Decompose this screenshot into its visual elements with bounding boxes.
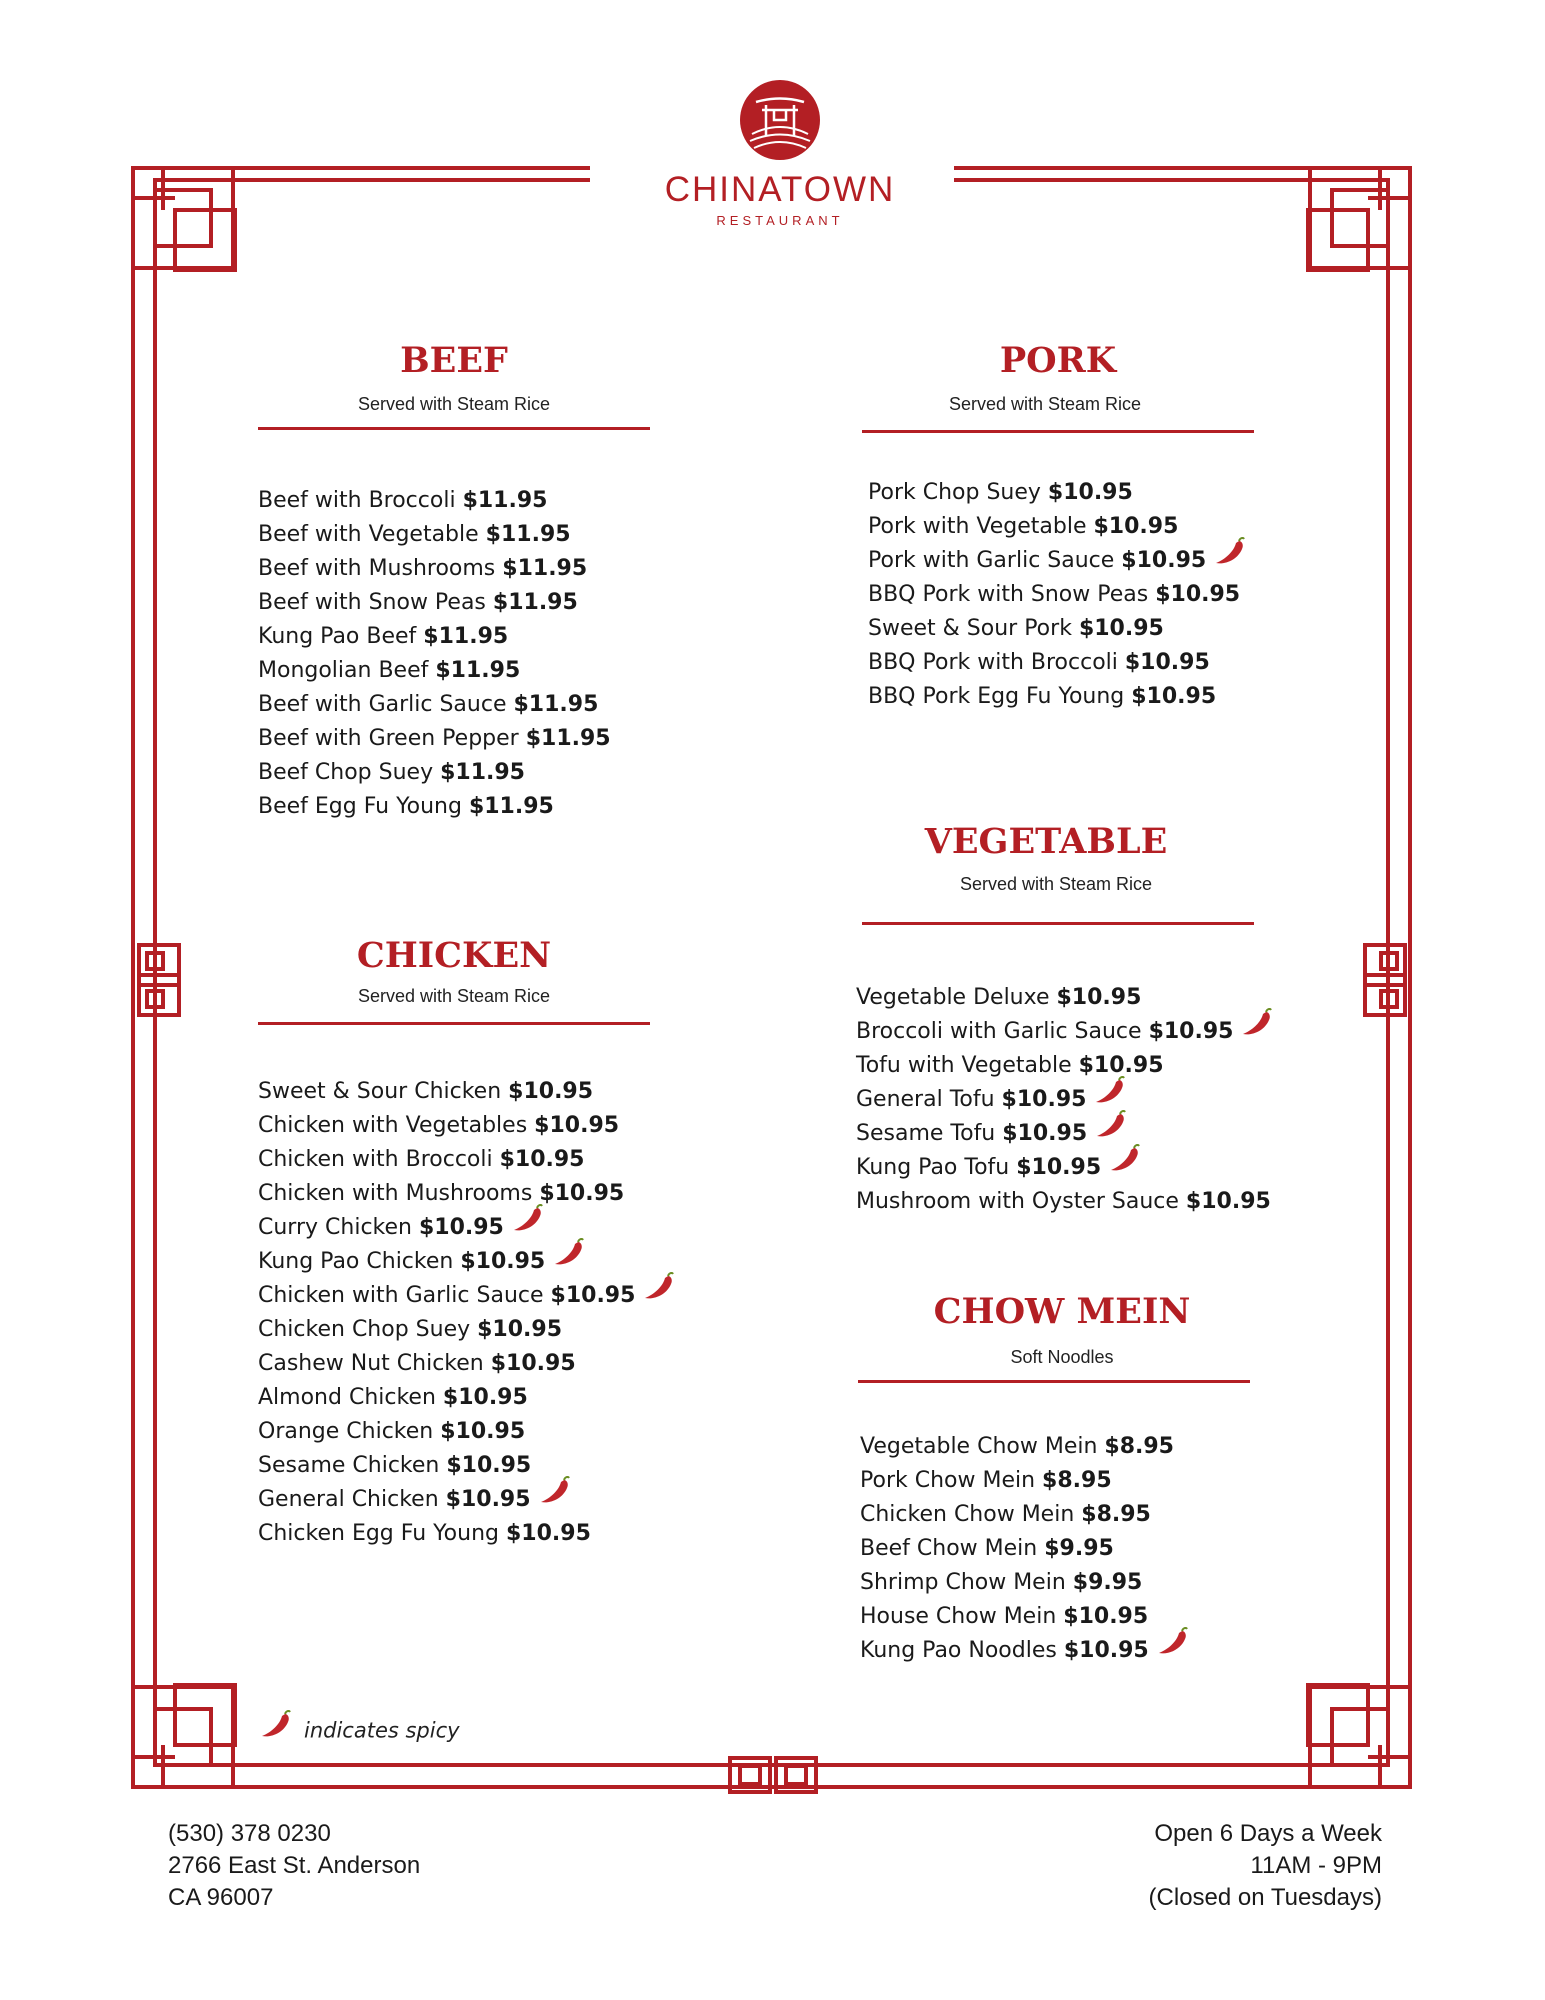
menu-item (860, 1532, 1189, 1566)
menu-item (258, 620, 611, 654)
item-price: $10.95 (442, 1385, 528, 1410)
item-name: Chicken Egg Fu Young (258, 1521, 506, 1546)
menu-item (868, 680, 1246, 714)
section-title: BEEF (400, 340, 508, 381)
menu-item (258, 1517, 675, 1551)
item-price: $10.95 (1078, 616, 1164, 641)
menu-item (258, 1211, 675, 1245)
section-title: PORK (999, 340, 1117, 381)
item-name: Cashew Nut Chicken (258, 1351, 491, 1376)
item-price: $10.95 (440, 1419, 526, 1444)
item-name: Beef with Garlic Sauce (258, 692, 514, 717)
menu-item (856, 1185, 1273, 1219)
item-name: Vegetable Deluxe (856, 985, 1057, 1010)
menu-item (860, 1566, 1189, 1600)
item-price: $10.95 (499, 1147, 585, 1172)
item-price: $11.95 (485, 522, 571, 547)
item-name: Pork Chow Mein (860, 1468, 1043, 1493)
menu-item (860, 1464, 1189, 1498)
item-price: $10.95 (1056, 985, 1142, 1010)
item-price: $11.95 (502, 556, 588, 581)
menu-list (856, 981, 1273, 1219)
menu-item (258, 756, 611, 790)
item-name: General Chicken (258, 1487, 446, 1512)
menu-item (258, 1381, 675, 1415)
menu-item (856, 1015, 1273, 1049)
section-divider (862, 430, 1254, 433)
item-name: Chicken with Vegetables (258, 1113, 535, 1138)
item-name: Kung Pao Chicken (258, 1249, 461, 1274)
corner-lattice-bottom-right (1308, 1685, 1410, 1787)
item-name: Beef with Vegetable (258, 522, 486, 547)
menu-item (258, 552, 611, 586)
item-price: $9.95 (1072, 1570, 1143, 1595)
item-name: General Tofu (856, 1087, 1002, 1112)
item-price: $10.95 (1047, 480, 1133, 505)
item-price: $8.95 (1104, 1434, 1174, 1459)
menu-item (856, 1151, 1273, 1185)
restaurant-name: CHINATOWN (664, 170, 896, 209)
chili-pepper-icon (641, 1272, 675, 1313)
item-price: $10.95 (1063, 1604, 1149, 1629)
item-name: BBQ Pork with Broccoli (868, 650, 1125, 675)
item-name: Almond Chicken (258, 1385, 443, 1410)
legend-text: indicates spicy (304, 1718, 460, 1743)
menu-item (868, 578, 1246, 612)
chili-pepper-icon (1212, 537, 1246, 578)
item-price: $10.95 (550, 1283, 636, 1308)
item-name: House Chow Mein (860, 1604, 1064, 1629)
item-price: $10.95 (1063, 1638, 1149, 1663)
item-price: $10.95 (1155, 582, 1241, 607)
menu-item (258, 484, 611, 518)
item-name: Shrimp Chow Mein (860, 1570, 1073, 1595)
item-price: $8.95 (1042, 1468, 1112, 1493)
restaurant-logo (650, 78, 910, 228)
menu-item (868, 544, 1246, 578)
item-price: $10.95 (446, 1453, 532, 1478)
section-subtitle: Soft Noodles (1010, 1347, 1114, 1367)
menu-item (860, 1634, 1189, 1668)
menu-item (258, 1313, 675, 1347)
phone-number: (530) 378 0230 (168, 1820, 331, 1847)
section-divider (258, 427, 650, 430)
item-name: Sweet & Sour Pork (868, 616, 1079, 641)
item-price: $10.95 (1001, 1087, 1087, 1112)
side-ornament-right (1365, 945, 1405, 1015)
item-price: $10.95 (505, 1521, 591, 1546)
item-price: $10.95 (1148, 1019, 1234, 1044)
side-ornament-left (139, 945, 179, 1015)
section-divider (258, 1022, 650, 1025)
menu-list (868, 476, 1246, 714)
item-name: Beef with Mushrooms (258, 556, 503, 581)
menu-item (258, 1279, 675, 1313)
address-line-2: CA 96007 (168, 1884, 274, 1911)
menu-item (258, 1483, 675, 1517)
chili-pepper-icon (1239, 1008, 1273, 1049)
menu-list (258, 1075, 675, 1551)
footer-contact (168, 1818, 420, 1914)
item-name: Broccoli with Garlic Sauce (856, 1019, 1149, 1044)
menu-item (258, 722, 611, 756)
item-price: $11.95 (492, 590, 578, 615)
section-title: CHICKEN (356, 935, 552, 976)
menu-item (258, 790, 611, 824)
menu-item (856, 1049, 1273, 1083)
item-name: Beef with Snow Peas (258, 590, 493, 615)
menu-item (258, 1347, 675, 1381)
menu-item (868, 476, 1246, 510)
menu-item (258, 586, 611, 620)
item-price: $11.95 (525, 726, 611, 751)
item-price: $9.95 (1044, 1536, 1114, 1561)
section-subtitle: Served with Steam Rice (357, 986, 551, 1006)
chili-pepper-icon (510, 1204, 544, 1245)
chili-pepper-icon (1155, 1627, 1189, 1668)
menu-item (856, 981, 1273, 1015)
menu-list (860, 1430, 1189, 1668)
chili-pepper-icon (537, 1476, 571, 1517)
item-name: Vegetable Chow Mein (860, 1434, 1105, 1459)
item-price: $11.95 (423, 624, 509, 649)
item-price: $10.95 (1016, 1155, 1102, 1180)
item-price: $10.95 (534, 1113, 620, 1138)
corner-lattice-bottom-left (133, 1685, 235, 1787)
address-line-1: 2766 East St. Anderson (168, 1852, 421, 1879)
item-price: $10.95 (477, 1317, 563, 1342)
item-price: $10.95 (1078, 1053, 1164, 1078)
corner-lattice-top-left (133, 168, 235, 270)
hours-line-1: Open 6 Days a Week (1154, 1820, 1382, 1847)
menu-item (868, 612, 1246, 646)
chili-pepper-icon (551, 1238, 585, 1279)
item-name: Orange Chicken (258, 1419, 441, 1444)
item-name: Sweet & Sour Chicken (258, 1079, 509, 1104)
item-price: $10.95 (460, 1249, 546, 1274)
item-name: Curry Chicken (258, 1215, 419, 1240)
item-price: $10.95 (508, 1079, 594, 1104)
menu-item (868, 510, 1246, 544)
section-title: CHOW MEIN (933, 1291, 1191, 1332)
footer-hours (1149, 1818, 1382, 1914)
item-price: $10.95 (1124, 650, 1210, 675)
item-name: Pork with Garlic Sauce (868, 548, 1122, 573)
spicy-legend (258, 1718, 460, 1745)
item-name: Pork with Vegetable (868, 514, 1094, 539)
section-title: VEGETABLE (924, 821, 1168, 862)
item-price: $11.95 (513, 692, 599, 717)
menu-item (868, 646, 1246, 680)
item-price: $10.95 (445, 1487, 531, 1512)
item-name: Beef Egg Fu Young (258, 794, 469, 819)
item-name: Pork Chop Suey (868, 480, 1048, 505)
item-name: Mongolian Beef (258, 658, 436, 683)
item-name: Chicken Chow Mein (860, 1502, 1082, 1527)
item-name: Mushroom with Oyster Sauce (856, 1189, 1186, 1214)
item-name: Chicken with Garlic Sauce (258, 1283, 551, 1308)
item-name: Sesame Tofu (856, 1121, 1003, 1146)
item-price: $11.95 (440, 760, 525, 785)
item-price: $10.95 (539, 1181, 625, 1206)
item-name: Chicken with Mushrooms (258, 1181, 540, 1206)
hours-line-3: (Closed on Tuesdays) (1148, 1884, 1382, 1911)
menu-item (860, 1600, 1189, 1634)
section-subtitle: Served with Steam Rice (357, 394, 551, 414)
item-price: $10.95 (1131, 684, 1217, 709)
chinese-gate-icon (738, 78, 822, 162)
item-name: Kung Pao Noodles (860, 1638, 1064, 1663)
chili-pepper-icon (258, 1710, 292, 1745)
menu-item (258, 518, 611, 552)
menu-item (258, 1415, 675, 1449)
menu-item (258, 1449, 675, 1483)
menu-item (258, 688, 611, 722)
item-price: $11.95 (435, 658, 521, 683)
item-price: $8.95 (1081, 1502, 1151, 1527)
section-divider (862, 922, 1254, 925)
item-name: Beef Chow Mein (860, 1536, 1045, 1561)
hours-line-2: 11AM - 9PM (1250, 1852, 1382, 1879)
item-name: Sesame Chicken (258, 1453, 447, 1478)
menu-item (258, 1143, 675, 1177)
menu-item (258, 1075, 675, 1109)
menu-list (258, 484, 611, 824)
item-name: BBQ Pork Egg Fu Young (868, 684, 1132, 709)
corner-lattice-top-right (1308, 168, 1410, 270)
item-name: Tofu with Vegetable (856, 1053, 1079, 1078)
restaurant-subtitle: RESTAURANT (716, 213, 844, 228)
item-price: $10.95 (1093, 514, 1179, 539)
menu-item (258, 1109, 675, 1143)
section-subtitle: Served with Steam Rice (959, 874, 1153, 894)
menu-item (258, 1245, 675, 1279)
menu-item (856, 1083, 1273, 1117)
item-name: Beef with Green Pepper (258, 726, 526, 751)
item-price: $10.95 (418, 1215, 504, 1240)
item-name: BBQ Pork with Snow Peas (868, 582, 1156, 607)
item-price: $10.95 (1185, 1189, 1271, 1214)
menu-item (860, 1498, 1189, 1532)
section-divider (858, 1380, 1250, 1383)
item-price: $11.95 (468, 794, 554, 819)
item-price: $11.95 (462, 488, 548, 513)
item-name: Kung Pao Beef (258, 624, 424, 649)
menu-item (258, 1177, 675, 1211)
menu-item (258, 654, 611, 688)
item-name: Chicken with Broccoli (258, 1147, 500, 1172)
chili-pepper-icon (1107, 1144, 1141, 1185)
item-name: Kung Pao Tofu (856, 1155, 1017, 1180)
item-price: $10.95 (490, 1351, 576, 1376)
item-name: Beef with Broccoli (258, 488, 463, 513)
menu-item (856, 1117, 1273, 1151)
item-name: Beef Chop Suey (258, 760, 441, 785)
item-price: $10.95 (1002, 1121, 1088, 1146)
section-subtitle: Served with Steam Rice (948, 394, 1142, 414)
item-price: $10.95 (1121, 548, 1207, 573)
menu-item (860, 1430, 1189, 1464)
item-name: Chicken Chop Suey (258, 1317, 478, 1342)
